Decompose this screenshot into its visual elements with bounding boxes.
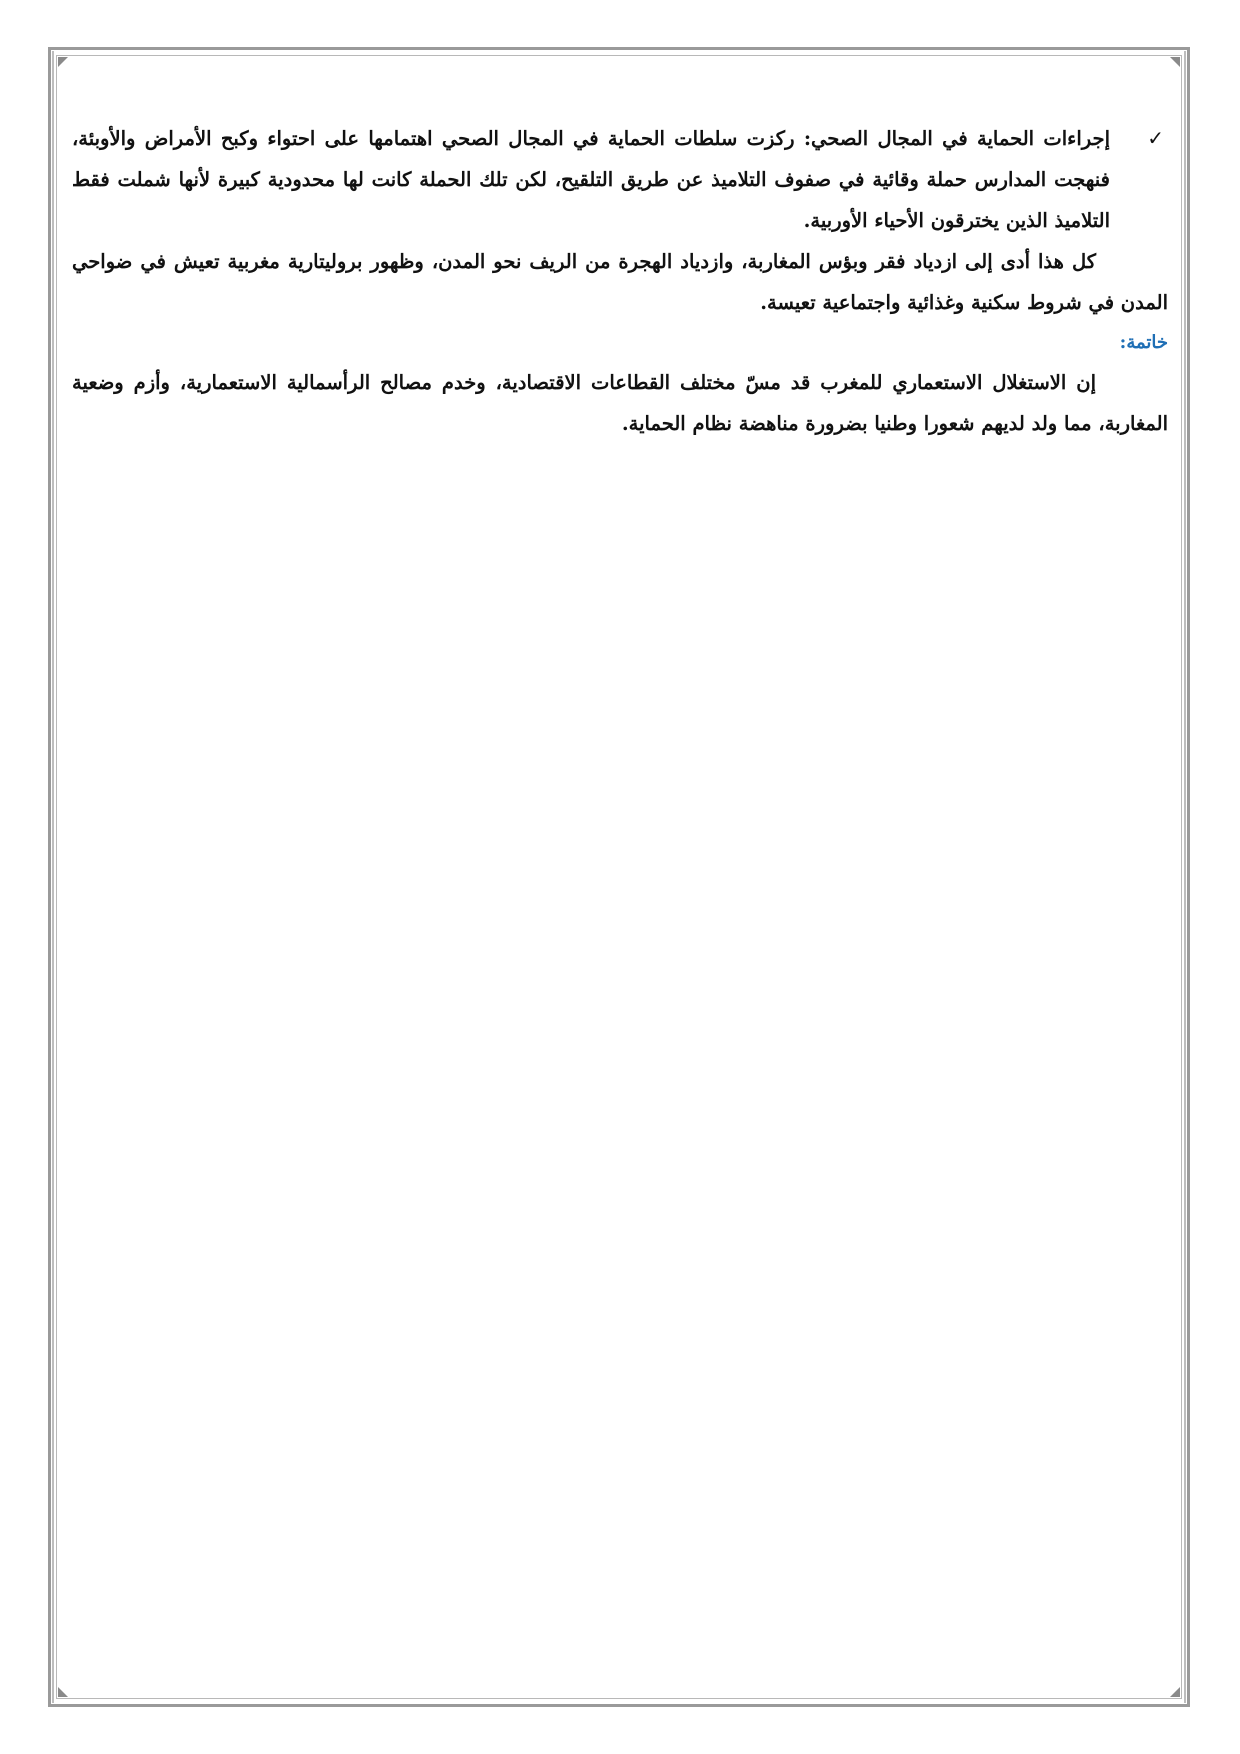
conclusion-paragraph: إن الاستغلال الاستعماري للمغرب قد مسّ مختلف القطاعات الاقتصادية، وخدم مصالح الرأسمالية الاستعمارية، وأزم وضعية المغاربة، مما ولد لديهم شعورا وطنيا بضرورة مناهضة نظام الحماية.: [72, 371, 1168, 435]
page-border-right-bar: [1184, 51, 1186, 1703]
check-mark-icon: ✓: [1147, 126, 1164, 150]
corner-ornament-top-left: [58, 57, 68, 67]
page-border-left-bar: [52, 51, 54, 1703]
document-body: [72, 118, 1168, 444]
conclusion-heading: خاتمة:: [1119, 332, 1168, 353]
bullet-paragraph-text: إجراءات الحماية في المجال الصحي: ركزت سلطات الحماية في المجال الصحي اهتمامها على احتواء وكبح الأمراض والأوبئة، فنهجت المدارس حملة وقائية في صفوف التلاميذ عن طريق التلقيح، لكن تلك الحملة كانت لها محدودية كبيرة لأنها شملت فقط التلاميذ الذين يخترقون الأحياء الأوربية.: [72, 127, 1110, 232]
corner-ornament-bottom-left: [58, 1687, 68, 1697]
corner-ornament-top-right: [1170, 57, 1180, 67]
corner-ornament-bottom-right: [1170, 1687, 1180, 1697]
bullet-paragraph: [72, 118, 1168, 241]
consequence-paragraph: كل هذا أدى إلى ازدياد فقر وبؤس المغاربة، وازدياد الهجرة من الريف نحو المدن، وظهور بروليتارية مغربية تعيش في ضواحي المدن في شروط سكنية وغذائية واجتماعية تعيسة.: [72, 250, 1168, 314]
